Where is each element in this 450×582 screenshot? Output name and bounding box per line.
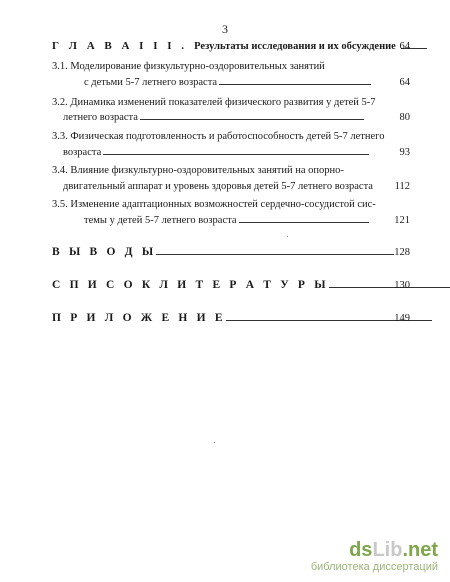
toc-entry-3-5-page: 121 (394, 215, 410, 226)
toc-entry-3-3-page: 93 (399, 147, 410, 158)
toc-entry-3-2-page: 80 (399, 112, 410, 123)
toc-conclusions (52, 246, 394, 259)
chapter-title: Результаты исследования и их обсуждение (194, 41, 396, 52)
toc-entry-3-5-line1: 3.5. Изменение адаптационных возможностей сердечно-сосудистой сис- (52, 199, 376, 210)
toc-entry-3-1-line2 (84, 76, 371, 89)
toc-entry-3-5-line2 (84, 214, 369, 227)
appendix-page: 149 (394, 313, 410, 324)
toc-entry-3-3-line2 (63, 146, 369, 159)
scan-speck (214, 442, 215, 443)
leader-line (156, 253, 394, 255)
toc-entry-text: летнего возраста (63, 112, 138, 123)
leader-line (219, 83, 371, 85)
toc-entry-3-4-line1: 3.4. Влияние физкультурно-оздоровительных занятий на опорно- (52, 165, 344, 176)
toc-entry-3-2-line2 (63, 111, 364, 124)
toc-entry-3-1-page: 64 (399, 77, 410, 88)
conclusions-label: В Ы В О Д Ы (52, 246, 157, 258)
conclusions-page: 128 (394, 247, 410, 258)
scan-speck (287, 236, 288, 237)
leader-line (103, 153, 369, 155)
chapter-label: Г Л А В А I I I . (52, 40, 188, 52)
page-number: 3 (222, 22, 228, 36)
appendix-label: П Р И Л О Ж Е Н И Е (52, 312, 226, 324)
leader-line (239, 221, 369, 223)
toc-entry-text: с детьми 5-7 летнего возраста (84, 77, 218, 88)
toc-entry-3-2-line1: 3.2. Динамика изменений показателей физического развития у детей 5-7 (52, 97, 376, 108)
toc-entry-3-3-line1: 3.3. Физическая подготовленность и работоспособность детей 5-7 летнего (52, 131, 385, 142)
chapter-page: 64 (399, 41, 410, 52)
chapter-heading (52, 40, 427, 53)
dslib-watermark (311, 539, 438, 574)
toc-entry-3-4-line2: двигательный аппарат и уровень здоровья детей 5-7 летнего возраста (63, 181, 373, 192)
toc-entry-3-4-page: 112 (394, 181, 410, 192)
references-page: 130 (394, 280, 410, 291)
toc-appendix (52, 312, 432, 325)
references-label: С П И С О К Л И Т Е Р А Т У Р Ы (52, 279, 329, 291)
leader-line (140, 118, 364, 120)
toc-entry-text: возраста (63, 147, 102, 158)
toc-entry-text: темы у детей 5-7 летнего возраста (84, 215, 237, 226)
dslib-subtitle: библиотека диссертаций (310, 561, 438, 573)
toc-entry-3-1-line1: 3.1. Моделирование физкультурно-оздоровительных занятий (52, 61, 325, 72)
dslib-logo: dsLib.net (349, 539, 438, 561)
